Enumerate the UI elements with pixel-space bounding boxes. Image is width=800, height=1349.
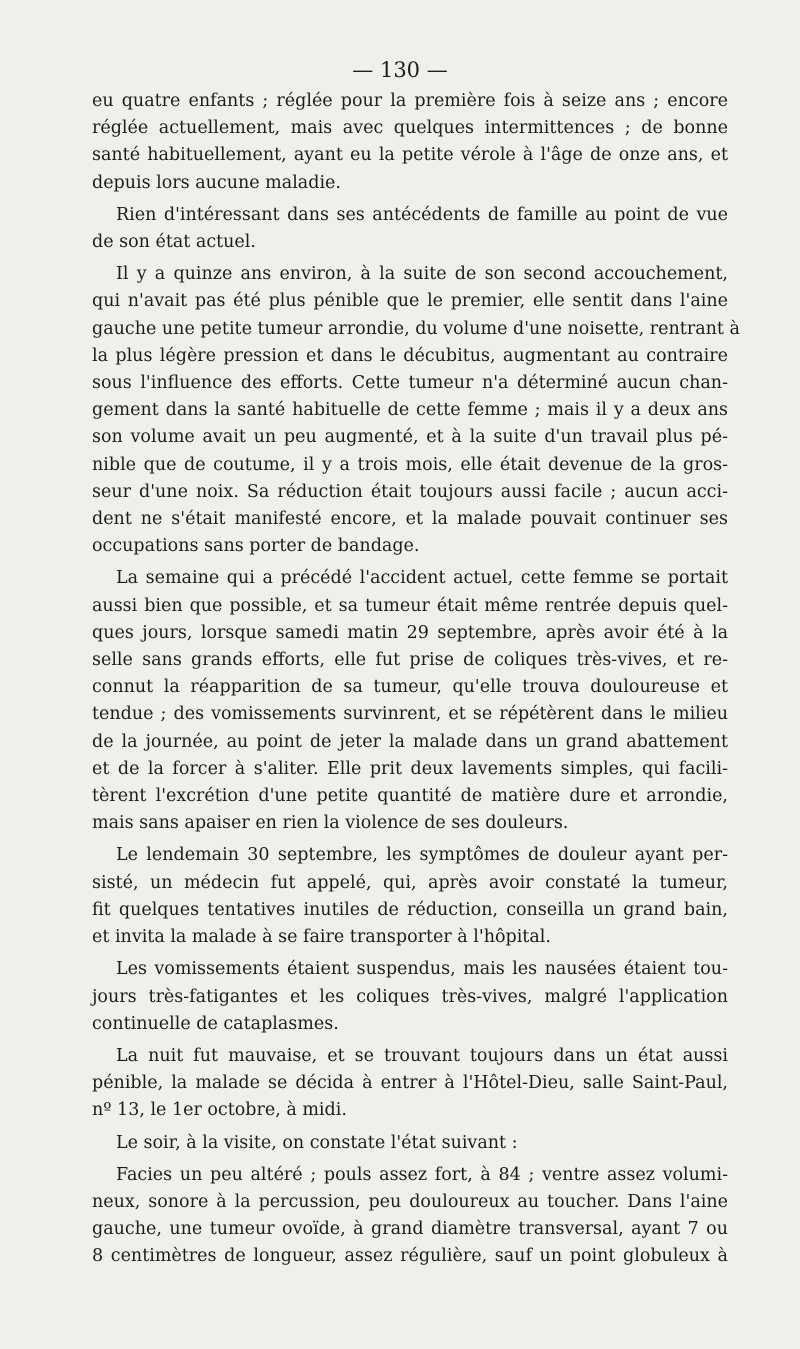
paragraph [92,261,740,560]
text-line: de son état actuel. [92,232,256,253]
text-line: Rien d'intéressant dans ses antécédents de famille au point de vue [116,204,728,225]
text-line: neux, sonore à la percussion, peu douloureux au toucher. Dans l'aine [92,1191,728,1212]
text-line: tèrent l'excrétion d'une petite quantité de matière dure et arrondie, [92,786,728,807]
text-line: pénible, la malade se décida à entrer à l'Hôtel-Dieu, salle Saint-Paul, [92,1073,728,1094]
text-line: sisté, un médecin fut appelé, qui, après avoir constaté la tumeur, [92,872,728,893]
paragraph [92,956,728,1038]
paragraph [92,842,728,951]
text-line: Il y a quinze ans environ, à la suite de son second accouchement, [116,264,728,285]
text-line: fit quelques tentatives inutiles de réduction, conseilla un grand bain, [92,899,728,920]
text-line: continuelle de cataplasmes. [92,1013,339,1034]
text-line: de la journée, au point de jeter la malade dans un grand abattement [92,731,728,752]
text-line: nº 13, le 1er octobre, à midi. [92,1100,347,1121]
text-line: Facies un peu altéré ; pouls assez fort, à 84 ; ventre assez volumi- [116,1164,728,1185]
text-line: eu quatre enfants ; réglée pour la première fois à seize ans ; encore [92,91,728,111]
text-line: réglée actuellement, mais avec quelques intermittences ; de bonne [92,118,728,139]
text-line: dent ne s'était manifesté encore, et la malade pouvait continuer ses [92,509,728,530]
text-line: Les vomissements étaient suspendus, mais les nausées étaient tou- [116,959,728,980]
text-line: qui n'avait pas été plus pénible que le premier, elle sentit dans l'aine [92,291,728,312]
text-line: La semaine qui a précédé l'accident actuel, cette femme se portait [116,568,728,589]
body-text [92,88,740,1271]
text-line: seur d'une noix. Sa réduction était toujours aussi facile ; aucun acci- [92,481,728,502]
text-line: gauche une petite tumeur arrondie, du volume d'une noisette, rentrant à [92,318,740,339]
text-line: et invita la malade à se faire transporter à l'hôpital. [92,927,551,948]
text-line: selle sans grands efforts, elle fut prise de coliques très-vives, et re- [92,650,728,671]
text-line: depuis lors aucune maladie. [92,172,341,193]
paragraph [92,1130,728,1157]
text-line: connut la réapparition de sa tumeur, qu'elle trouva douloureuse et [92,677,728,698]
text-line: son volume avait un peu augmenté, et à la suite d'un travail plus pé- [92,427,728,448]
text-line: nible que de coutume, il y a trois mois, elle était devenue de la gros- [92,454,728,475]
paragraph [92,88,728,197]
text-line: aussi bien que possible, et sa tumeur était même rentrée depuis quel- [92,595,728,616]
text-line: santé habituellement, ayant eu la petite vérole à l'âge de onze ans, et [92,145,728,166]
text-line: occupations sans porter de bandage. [92,536,420,557]
paragraph [92,1043,728,1125]
text-line: gement dans la santé habituelle de cette femme ; mais il y a deux ans [92,400,728,421]
text-line: mais sans apaiser en rien la violence de ses douleurs. [92,813,569,834]
text-line: Le soir, à la visite, on constate l'état suivant : [116,1132,518,1153]
text-line: 8 centimètres de longueur, assez régulière, sauf un point globuleux à [92,1246,728,1267]
text-line: gauche, une tumeur ovoïde, à grand diamètre transversal, ayant 7 ou [92,1219,728,1240]
text-line: la plus légère pression et dans le décubitus, augmentant au contraire [92,345,728,366]
paragraph [92,1162,728,1271]
text-line: ques jours, lorsque samedi matin 29 septembre, après avoir été à la [92,622,728,643]
text-line: Le lendemain 30 septembre, les symptômes de douleur ayant per- [116,845,728,866]
text-line: tendue ; des vomissements survinrent, et se répétèrent dans le milieu [92,704,728,725]
paragraph [92,565,728,837]
text-line: sous l'influence des efforts. Cette tumeur n'a déterminé aucun chan- [92,373,728,394]
page-number: — 130 — [352,58,448,82]
text-line: jours très-fatigantes et les coliques très-vives, malgré l'application [92,986,728,1007]
text-line: La nuit fut mauvaise, et se trouvant toujours dans un état aussi [116,1045,728,1066]
text-line: et de la forcer à s'aliter. Elle prit deux lavements simples, qui facili- [92,758,728,779]
paragraph [92,202,728,256]
